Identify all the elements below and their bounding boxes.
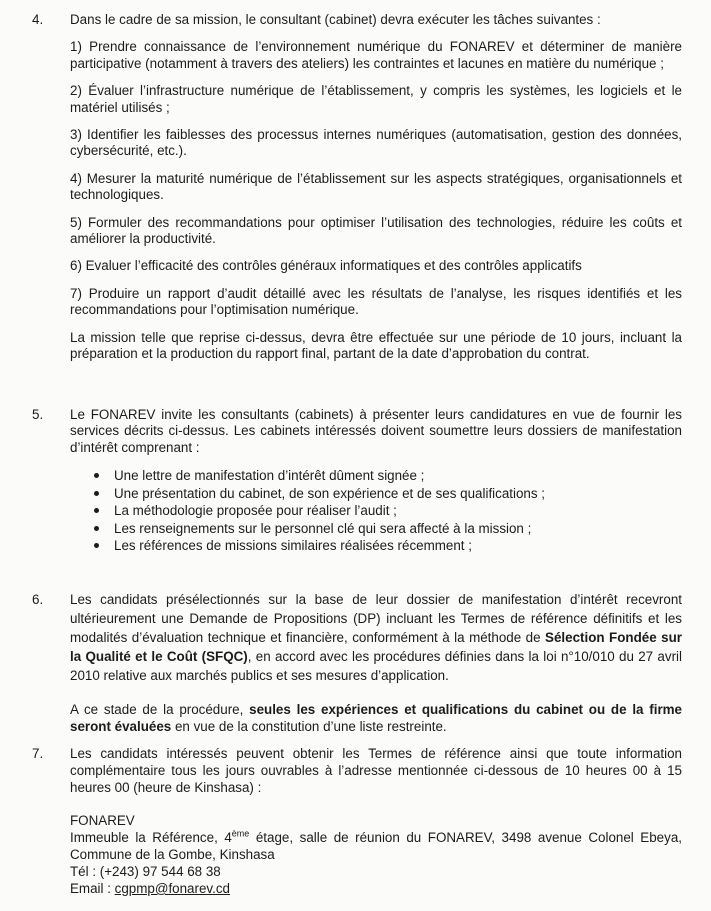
list-item: Les renseignements sur le personnel clé qui sera affecté à la mission ; (114, 520, 682, 538)
section-5 (32, 407, 682, 555)
section-number: 7. (32, 746, 44, 761)
email-line (70, 880, 682, 897)
task-item: 1) Prendre connaissance de l’environnement numérique du FONAREV et déterminer de manière participative (notamment à travers des ateliers) les contraintes et lacunes en matière du numérique ; (70, 39, 682, 71)
selection-method-paragraph (70, 590, 682, 685)
organization-name: FONAREV (70, 813, 135, 828)
text-run: A ce stade de la procédure, (70, 702, 250, 717)
section-number: 6. (32, 592, 44, 607)
evaluation-emphasis: seules les expériences et qualifications du cabinet ou de la firme seront évaluées (70, 702, 683, 734)
email-label: Email : (70, 881, 115, 896)
task-item: 6) Evaluer l’efficacité des contrôles généraux informatiques et des contrôles applicatifs (70, 258, 582, 274)
section-7-text: Les candidats intéressés peuvent obtenir les Termes de référence ainsi que toute information complémentaire tous les jours ouvrables à l’adresse mentionnée ci-dessous de 10 heures 00 à 15 heures 00 (heure de Kinshasa) : (70, 746, 682, 795)
text-run: étage, salle de réunion du FONAREV, 3498 avenue Colonel Ebeya, Commune de la Gombe, Kinshasa (70, 830, 682, 862)
section-number: 5. (32, 407, 44, 422)
task-item: 5) Formuler des recommandations pour optimiser l’utilisation des technologies, réduire les coûts et améliorer la productivité. (70, 214, 682, 247)
list-item: Une présentation du cabinet, de son expérience et de ses qualifications ; (114, 485, 682, 503)
section-7 (32, 745, 682, 897)
task-item: 4) Mesurer la maturité numérique de l’établissement sur les aspects stratégiques, organisationnels et technologiques. (70, 170, 682, 203)
section-4-intro: Dans le cadre de sa mission, le consultant (cabinet) devra exécuter les tâches suivantes : (70, 12, 601, 27)
mission-duration: La mission telle que reprise ci-dessus, devra être effectuée sur une période de 10 jours, incluant la préparation et la production du rapport final, partant de la date d’approbation du contrat. (70, 329, 682, 362)
text-run: , en accord avec les procédures définies dans la loi n°10/010 du 27 avril 2010 relative aux marchés publics et ses mesures d’application. (70, 649, 682, 683)
list-item: Une lettre de manifestation d’intérêt dûment signée ; (114, 467, 682, 485)
list-item: Les références de missions similaires réalisées récemment ; (114, 537, 682, 555)
superscript: ème (231, 828, 250, 839)
text-run: en vue de la constitution d’une liste restreinte. (171, 719, 447, 734)
task-item: 3) Identifier les faiblesses des processus internes numériques (automatisation, gestion des données, cybersécurité, etc.). (70, 127, 682, 159)
task-item: 2) Évaluer l’infrastructure numérique de l’établissement, y compris les systèmes, les logiciels et le matériel utilisés ; (70, 83, 682, 115)
section-5-intro: Le FONAREV invite les consultants (cabinets) à présenter leurs candidatures en vue de fournir les services décrits ci-dessus. Les cabinets intéressés doivent soumettre leurs dossiers de manifestation d’intérêt comprenant : (70, 407, 682, 455)
contact-address (70, 812, 682, 897)
document-list (70, 467, 682, 555)
selection-method: Sélection Fondée sur la Qualité et le Coût (SFQC) (70, 630, 682, 664)
evaluation-paragraph (70, 701, 682, 735)
email-link[interactable]: cgpmp@fonarev.cd (114, 881, 230, 896)
list-item: La méthodologie proposée pour réaliser l’audit ; (114, 502, 682, 520)
phone-number: Tél : (+243) 97 544 68 38 (70, 864, 221, 879)
text-run: Les candidats présélectionnés sur la base de leur dossier de manifestation d’intérêt recevront ultérieurement une Demande de Propositions (DP) incluant les Termes de référence définitifs et les modalités d’évaluation technique et financière, conformément à la méthode de (70, 592, 682, 645)
section-number: 4. (32, 12, 44, 27)
section-4 (32, 12, 682, 363)
address-line (70, 829, 682, 863)
task-item: 7) Produire un rapport d’audit détaillé avec les résultats de l’analyse, les risques identifiés et les recommandations pour l’optimisation numérique. (70, 285, 682, 318)
text-run: Immeuble la Référence, 4 (70, 830, 232, 845)
section-6 (32, 590, 682, 735)
